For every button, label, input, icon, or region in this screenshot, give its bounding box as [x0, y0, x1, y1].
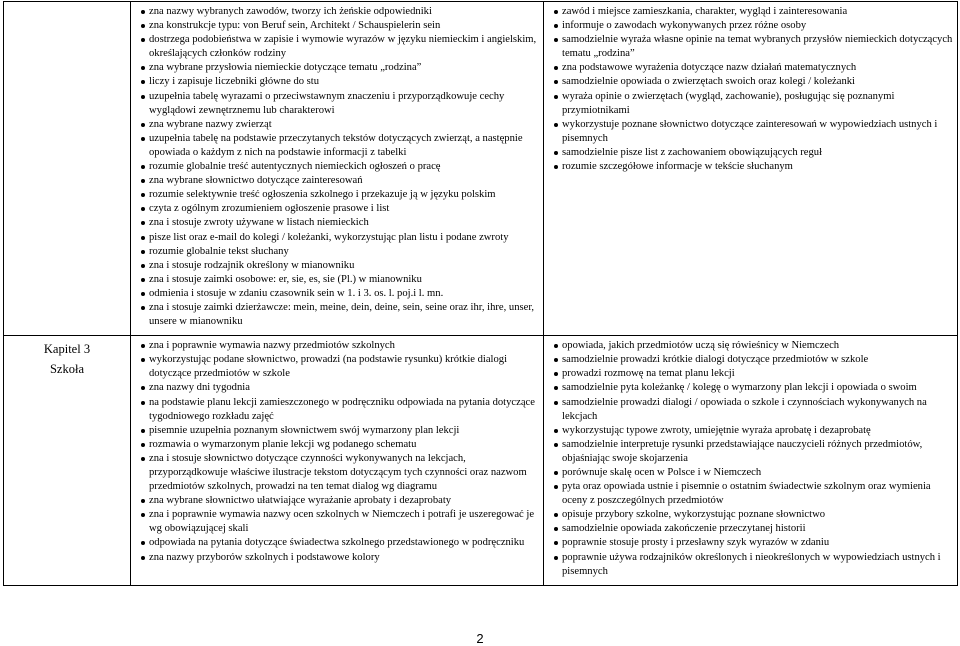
list-item: [137, 90, 543, 118]
list-item-text: opisuje przybory szkolne, wykorzystując poznane słownictwo: [562, 509, 826, 521]
list-item: [137, 33, 543, 61]
list-item-text: zna i stosuje zaimki dzierżawcze: mein, meine, dein, deine, sein, seine oraz ihr, ihre, unser, unsere w mianowniku: [149, 301, 535, 328]
list-item: [550, 160, 957, 174]
list-item-text: poprawnie stosuje prosty i przesławny szyk wyrazów w zdaniu: [562, 537, 830, 549]
bullet-icon: [554, 386, 558, 390]
list-item: [137, 216, 543, 230]
list-item: [137, 160, 543, 174]
list-item: [550, 438, 957, 466]
list-item: [137, 61, 543, 75]
list-item: [137, 202, 543, 216]
list-item: [137, 231, 543, 245]
list-item-text: samodzielnie wyraża własne opinie na temat wybranych przysłów niemieckich dotyczących tematu „rodzina”: [562, 34, 953, 60]
list-item: [550, 466, 957, 480]
bullet-icon: [141, 292, 145, 296]
list-item-text: czyta z ogólnym zrozumieniem ogłoszenie prasowe i list: [149, 203, 390, 215]
bullet-icon: [141, 499, 145, 503]
list-item-text: poprawnie używa rodzajników określonych i nieokreślonych w wypowiedziach ustnych i pisemnych: [562, 551, 941, 577]
list-item-text: opowiada, jakich przedmiotów uczą się rówieśnicy w Niemczech: [562, 340, 840, 352]
list-item: [137, 536, 543, 550]
list-item: [550, 90, 957, 118]
list-item: [137, 174, 543, 188]
list-item: [550, 339, 957, 353]
list-item: [550, 396, 957, 424]
list-item: [137, 301, 543, 329]
list-item-text: samodzielnie pisze list z zachowaniem obowiązujących reguł: [562, 146, 823, 158]
bullet-icon: [141, 10, 145, 14]
chapter-number: Kapitel 3: [43, 342, 91, 357]
bullet-icon: [554, 556, 558, 560]
bullet-icon: [554, 151, 558, 155]
page-number: 2: [476, 631, 484, 646]
list-item-text: zna wybrane nazwy zwierząt: [149, 118, 272, 130]
knowledge-cell: [131, 336, 544, 586]
bullet-icon: [141, 443, 145, 447]
list-item-text: zna podstawowe wyrażenia dotyczące nazw działań matematycznych: [562, 62, 857, 74]
list-item: [137, 396, 543, 424]
list-item: [137, 75, 543, 89]
list-item: [137, 188, 543, 202]
list-item-text: zna nazwy przyborów szkolnych i podstawowe kolory: [149, 551, 380, 563]
list-item: [550, 61, 957, 75]
list-item: [550, 75, 957, 89]
list-item-text: rozumie selektywnie treść ogłoszenia szkolnego i przekazuje ją w języku polskim: [149, 189, 496, 201]
bullet-icon: [554, 471, 558, 475]
list-item: [550, 146, 957, 160]
bullet-icon: [141, 358, 145, 362]
list-item-text: samodzielnie opowiada o zwierzętach swoich oraz kolegi / koleżanki: [562, 76, 855, 88]
bullet-icon: [141, 429, 145, 433]
bullet-icon: [141, 38, 145, 42]
list-item: [137, 353, 543, 381]
list-item-text: rozumie globalnie tekst słuchany: [149, 245, 289, 257]
bullet-icon: [141, 24, 145, 28]
list-item: [550, 19, 957, 33]
bullet-icon: [141, 457, 145, 461]
bullet-icon: [141, 556, 145, 560]
list-item: [137, 132, 543, 160]
list-item-text: pisze list oraz e-mail do kolegi / koleżanki, wykorzystując plan listu i podane zwroty: [149, 231, 509, 243]
bullet-icon: [554, 527, 558, 531]
list-item: [550, 381, 957, 395]
knowledge-cell: [131, 2, 544, 336]
list-item-text: prowadzi rozmowę na temat planu lekcji: [562, 368, 735, 380]
bullet-icon: [141, 344, 145, 348]
list-item: [137, 287, 543, 301]
bullet-icon: [141, 513, 145, 517]
bullet-icon: [554, 66, 558, 70]
bullet-list: [550, 5, 957, 174]
list-item: [137, 494, 543, 508]
bullet-icon: [141, 137, 145, 141]
bullet-icon: [141, 264, 145, 268]
list-item: [137, 508, 543, 536]
bullet-icon: [554, 80, 558, 84]
list-item-text: zna i stosuje zwroty używane w listach niemieckich: [149, 217, 369, 229]
bullet-icon: [141, 401, 145, 405]
bullet-icon: [141, 123, 145, 127]
list-item-text: samodzielnie prowadzi dialogi / opowiada o szkole i czynnościach wykonywanych na lekcjach: [562, 396, 927, 422]
list-item-text: zna konstrukcje typu: von Beruf sein, Architekt / Schauspielerin sein: [149, 20, 441, 32]
list-item: [137, 245, 543, 259]
bullet-icon: [554, 165, 558, 169]
list-item-text: zna nazwy wybranych zawodów, tworzy ich żeńskie odpowiedniki: [149, 6, 432, 17]
table-body: [4, 2, 958, 586]
bullet-icon: [554, 401, 558, 405]
list-item-text: samodzielnie prowadzi krótkie dialogi dotyczące przedmiotów w szkole: [562, 354, 869, 366]
list-item-text: samodzielnie opowiada zakończenie przeczytanej historii: [562, 523, 806, 535]
bullet-icon: [554, 38, 558, 42]
bullet-icon: [141, 278, 145, 282]
list-item: [137, 5, 543, 19]
list-item-text: samodzielnie pyta koleżankę / kolegę o wymarzony plan lekcji i opowiada o swoim: [562, 382, 917, 394]
list-item: [550, 424, 957, 438]
list-item-text: na podstawie planu lekcji zamieszczonego w podręczniku odpowiada na pytania dotyczące tygodniowego rozkładu zajęć: [149, 396, 535, 422]
list-item-text: wykorzystując typowe zwroty, umiejętnie wyraża aprobatę i dezaprobatę: [562, 424, 871, 436]
list-item: [550, 480, 957, 508]
bullet-icon: [141, 66, 145, 70]
list-item-text: zna i stosuje słownictwo dotyczące czynności wykonywanych na lekcjach, przyporządkowuje właściwe ilustracje tekstom dotyczącym tych czynności oraz nazwom przedmiotów szkolnych, prowadzi na ten temat dialog wg diagramu: [149, 452, 527, 493]
bullet-icon: [554, 123, 558, 127]
list-item-text: zawód i miejsce zamieszkania, charakter, wygląd i zainteresowania: [562, 6, 848, 17]
list-item: [550, 551, 957, 579]
bullet-icon: [554, 541, 558, 545]
list-item-text: uzupełnia tabelę wyrazami o przeciwstawnym znaczeniu i przyporządkowuje cechy wyglądowi zewnętrznemu lub charakterowi: [149, 90, 505, 116]
list-item-text: odmienia i stosuje w zdaniu czasownik sein w 1. i 3. os. l. poj.i l. mn.: [149, 287, 444, 299]
bullet-icon: [554, 372, 558, 376]
list-item: [550, 353, 957, 367]
list-item-text: wykorzystuje poznane słownictwo dotyczące zainteresowań w wypowiedziach ustnych i pisemnych: [562, 118, 938, 144]
bullet-icon: [554, 429, 558, 433]
list-item-text: rozumie globalnie treść autentycznych niemieckich ogłoszeń o pracę: [149, 161, 441, 173]
bullet-icon: [554, 344, 558, 348]
list-item-text: uzupełnia tabelę na podstawie przeczytanych tekstów dotyczących zwierząt, a następnie opowiada o każdym z nich na podstawie informacji z tabelki: [149, 132, 523, 158]
list-item: [137, 438, 543, 452]
bullet-icon: [141, 386, 145, 390]
list-item-text: samodzielnie interpretuje rysunki przedstawiające nauczycieli różnych przedmiotów, objaśniając swoje skojarzenia: [562, 438, 923, 464]
list-item: [137, 259, 543, 273]
list-item-text: zna i poprawnie wymawia nazwy ocen szkolnych w Niemczech i potrafi je uszeregować je wg obowiązującej skali: [149, 509, 535, 535]
list-item-text: porównuje skalę ocen w Polsce i w Niemczech: [562, 467, 762, 478]
bullet-icon: [141, 250, 145, 254]
list-item-text: wykorzystując podane słownictwo, prowadzi (na podstawie rysunku) krótkie dialogi dotyczące przedmiotów w szkole: [149, 354, 508, 380]
list-item-text: zna i stosuje zaimki osobowe: er, sie, es, sie (Pl.) w mianowniku: [149, 273, 422, 285]
list-item: [137, 339, 543, 353]
bullet-list: [137, 5, 543, 329]
bullet-icon: [141, 236, 145, 240]
bullet-icon: [141, 306, 145, 310]
skills-cell: [544, 2, 958, 336]
bullet-icon: [554, 513, 558, 517]
bullet-icon: [554, 24, 558, 28]
list-item: [550, 522, 957, 536]
list-item: [137, 118, 543, 132]
bullet-icon: [141, 207, 145, 211]
list-item: [137, 424, 543, 438]
list-item: [550, 5, 957, 19]
bullet-icon: [554, 358, 558, 362]
list-item: [137, 381, 543, 395]
bullet-icon: [554, 443, 558, 447]
list-item: [550, 33, 957, 61]
list-item: [137, 452, 543, 494]
list-item-text: zna nazwy dni tygodnia: [149, 382, 250, 394]
list-item-text: zna i stosuje rodzajnik określony w mianowniku: [149, 259, 355, 271]
list-item-text: wyraża opinie o zwierzętach (wygląd, zachowanie), posługując się poznanymi przymiotnikami: [562, 90, 895, 116]
table-row: [4, 336, 958, 586]
chapter-label-cell: [4, 336, 131, 586]
bullet-icon: [141, 165, 145, 169]
table-row: [4, 2, 958, 336]
list-item-text: liczy i zapisuje liczebniki główne do stu: [149, 76, 320, 88]
bullet-icon: [141, 95, 145, 99]
list-item: [137, 273, 543, 287]
bullet-list: [137, 339, 543, 565]
curriculum-table: [3, 1, 958, 586]
bullet-icon: [554, 485, 558, 489]
list-item: [137, 551, 543, 565]
list-item-text: informuje o zawodach wykonywanych przez różne osoby: [562, 20, 807, 32]
bullet-icon: [554, 95, 558, 99]
list-item-text: zna i poprawnie wymawia nazwy przedmiotów szkolnych: [149, 340, 395, 352]
list-item-text: zna wybrane słownictwo ułatwiające wyrażanie aprobaty i dezaprobaty: [149, 495, 452, 507]
list-item-text: pisemnie uzupełnia poznanym słownictwem swój wymarzony plan lekcji: [149, 424, 460, 436]
chapter-title: Szkoła: [49, 362, 85, 377]
skills-cell: [544, 336, 958, 586]
list-item-text: pyta oraz opowiada ustnie i pisemnie o ostatnim świadectwie szkolnym oraz wymienia oceny z poszczególnych przedmiotów: [562, 481, 931, 507]
list-item-text: rozmawia o wymarzonym planie lekcji wg podanego schematu: [149, 438, 417, 450]
list-item-text: odpowiada na pytania dotyczące świadectwa szkolnego przedstawionego w podręczniku: [149, 537, 525, 549]
bullet-icon: [141, 179, 145, 183]
list-item-text: zna wybrane słownictwo dotyczące zainteresowań: [149, 175, 363, 187]
list-item: [550, 508, 957, 522]
list-item-text: rozumie szczegółowe informacje w tekście słuchanym: [562, 161, 793, 173]
bullet-list: [550, 339, 957, 579]
list-item-text: dostrzega podobieństwa w zapisie i wymowie wyrazów w języku niemieckim i angielskim, określających członków rodziny: [149, 34, 537, 60]
list-item: [137, 19, 543, 33]
chapter-label-cell: [4, 2, 131, 336]
bullet-icon: [141, 80, 145, 84]
list-item-text: zna wybrane przysłowia niemieckie dotyczące tematu „rodzina”: [149, 62, 422, 74]
bullet-icon: [141, 541, 145, 545]
list-item: [550, 118, 957, 146]
bullet-icon: [141, 221, 145, 225]
bullet-icon: [554, 10, 558, 14]
list-item: [550, 367, 957, 381]
bullet-icon: [141, 193, 145, 197]
list-item: [550, 536, 957, 550]
